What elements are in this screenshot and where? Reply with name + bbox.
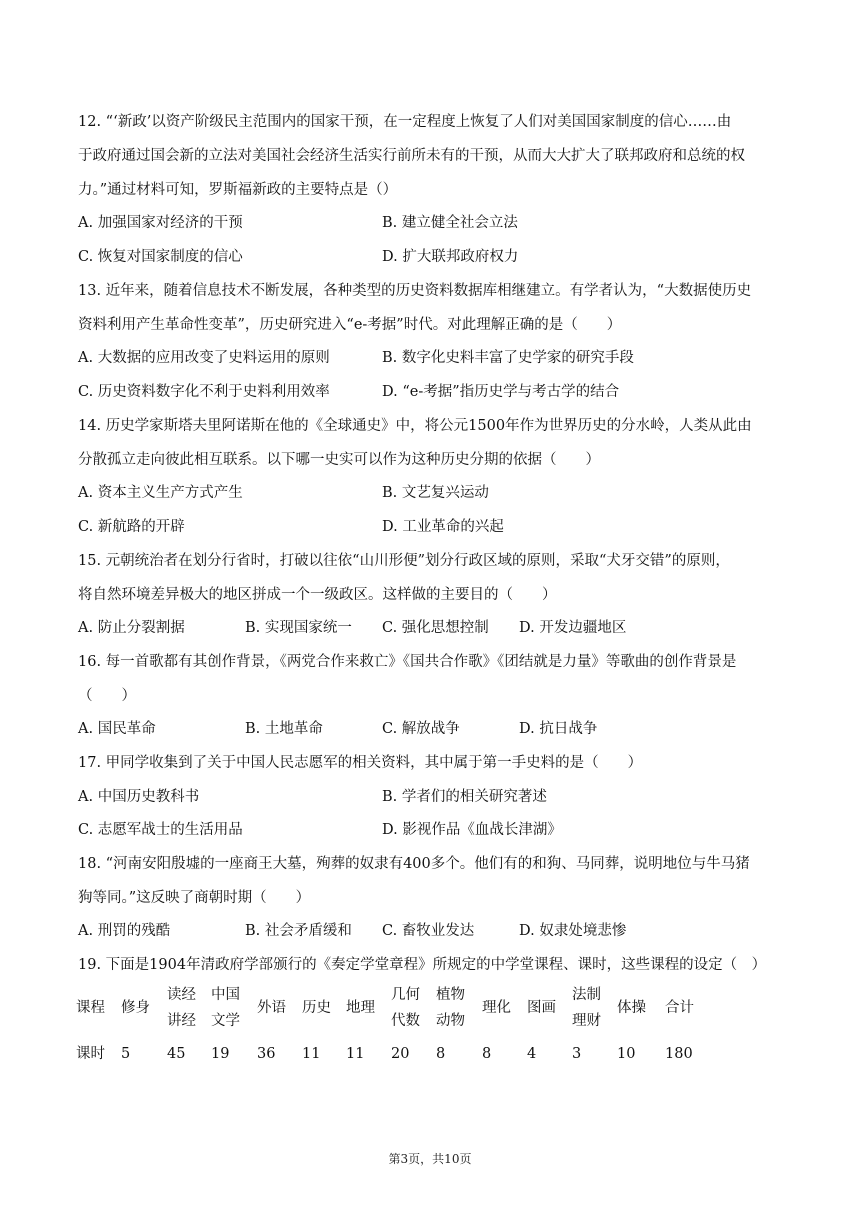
question-15-line-1: 15. 元朝统治者在划分行省时，打破以往依“山川形便”划分行政区域的原则，采取“犬牙交错”的原则，: [78, 553, 730, 569]
question-15-option-b: B. 实现国家统一: [245, 620, 352, 636]
table-header-cell: 图画: [527, 1000, 556, 1016]
question-18-line-2: 狗等同。”这反映了商朝时期（ ）: [78, 890, 311, 906]
question-17-option-b: B. 学者们的相关研究著述: [382, 789, 547, 805]
question-14-option-c: C. 新航路的开辟: [78, 519, 185, 535]
question-14-line-2: 分散孤立走向彼此相互联系。以下哪一史实可以作为这种历史分期的依据（ ）: [78, 452, 600, 468]
table-header-cell: 课程: [76, 1000, 105, 1016]
table-cell: 45: [167, 1046, 186, 1062]
table-cell: 10: [617, 1046, 636, 1062]
table-cell: 8: [482, 1046, 492, 1062]
question-12-line-2: 于政府通过国会新的立法对美国社会经济生活实行前所未有的干预，从而大大扩大了联邦政府和总统的权: [78, 148, 745, 164]
question-17-option-d: D. 影视作品《血战长津湖》: [382, 822, 562, 838]
table-header-cell: 修身: [121, 1000, 150, 1016]
table-header-cell: 地理: [346, 1000, 375, 1016]
question-15-option-a: A. 防止分裂割据: [78, 620, 185, 636]
table-cell: 3: [572, 1046, 582, 1062]
table-header-cell: 中国 文学: [211, 987, 240, 1029]
question-19-line-1: 19. 下面是1904年清政府学部颁行的《奏定学堂章程》所规定的中学堂课程、课时，这些课程的设定（ ）: [78, 957, 767, 973]
table-header-cell: 法制 理财: [572, 987, 601, 1029]
question-18-option-a: A. 刑罚的残酷: [78, 923, 171, 939]
table-cell: 11: [346, 1046, 365, 1062]
table-cell: 11: [302, 1046, 321, 1062]
question-14-option-a: A. 资本主义生产方式产生: [78, 485, 243, 501]
question-12-line-1: 12. “‘新政’以资产阶级民主范围内的国家干预，在一定程度上恢复了人们对美国国家制度的信心……由: [78, 114, 732, 130]
question-12-line-3: 力。”通过材料可知，罗斯福新政的主要特点是（）: [78, 182, 398, 198]
question-18-line-1: 18. “河南安阳殷墟的一座商王大墓，殉葬的奴隶有400多个。他们有的和狗、马同葬，说明地位与牛马猪: [78, 856, 750, 872]
table-cell: 5: [121, 1046, 131, 1062]
question-17-line-1: 17. 甲同学收集到了关于中国人民志愿军的相关资料，其中属于第一手史料的是（ ）: [78, 755, 643, 771]
question-12-option-d: D. 扩大联邦政府权力: [382, 249, 519, 265]
question-13-option-c: C. 历史资料数字化不利于史料利用效率: [78, 384, 330, 400]
table-cell: 20: [391, 1046, 410, 1062]
table-header-cell: 合计: [665, 1000, 694, 1016]
question-17-option-c: C. 志愿军战士的生活用品: [78, 822, 243, 838]
question-12-option-b: B. 建立健全社会立法: [382, 215, 518, 231]
table-header-cell: 几何 代数: [391, 987, 420, 1029]
table-hours-row: [76, 1034, 710, 1074]
question-16-line-1: 16. 每一首歌都有其创作背景，《两党合作来救亡》《国共合作歌》《团结就是力量》等歌曲的创作背景是: [78, 654, 737, 670]
table-header-cell: 外语: [257, 1000, 286, 1016]
question-12-option-a: A. 加强国家对经济的干预: [78, 215, 243, 231]
question-13-option-d: D. “e-考据”指历史学与考古学的结合: [382, 384, 620, 400]
question-13-line-2: 资料利用产生革命性变革”，历史研究进入“e-考据”时代。对此理解正确的是（ ）: [78, 317, 622, 333]
question-17-option-a: A. 中国历史教科书: [78, 789, 200, 805]
table-header-cell: 体操: [617, 1000, 646, 1016]
question-18-option-d: D. 奴隶处境悲惨: [519, 923, 627, 939]
table-header-cell: 理化: [482, 1000, 511, 1016]
table-cell: 课时: [76, 1046, 105, 1062]
question-16-option-c: C. 解放战争: [382, 721, 460, 737]
table-cell: 36: [257, 1046, 276, 1062]
question-15-option-d: D. 开发边疆地区: [519, 620, 627, 636]
question-15-line-2: 将自然环境差异极大的地区拼成一个一级政区。这样做的主要目的（ ）: [78, 587, 557, 603]
question-14-option-b: B. 文艺复兴运动: [382, 485, 489, 501]
question-16-option-a: A. 国民革命: [78, 721, 156, 737]
question-18-option-b: B. 社会矛盾缓和: [245, 923, 352, 939]
question-13-option-b: B. 数字化史料丰富了史学家的研究手段: [382, 350, 634, 366]
question-14-line-1: 14. 历史学家斯塔夫里阿诺斯在他的《全球通史》中，将公元1500年作为世界历史的分水岭，人类从此由: [78, 418, 752, 434]
question-16-option-d: D. 抗日战争: [519, 721, 598, 737]
question-16-line-2: （ ）: [78, 688, 136, 704]
question-16-option-b: B. 土地革命: [245, 721, 323, 737]
question-15-option-c: C. 强化思想控制: [382, 620, 489, 636]
page-footer: 第3页，共10页: [388, 1152, 472, 1166]
table-cell: 4: [527, 1046, 537, 1062]
table-header-cell: 读经 讲经: [167, 987, 196, 1029]
question-18-option-c: C. 畜牧业发达: [382, 923, 475, 939]
question-13-line-1: 13. 近年来，随着信息技术不断发展，各种类型的历史资料数据库相继建立。有学者认为，“大数据使历史: [78, 283, 752, 299]
table-header-cell: 植物 动物: [436, 987, 465, 1029]
table-header-cell: 历史: [302, 1000, 331, 1016]
table-cell: 19: [211, 1046, 230, 1062]
course-hours-table: [76, 982, 710, 1074]
table-header-row: [76, 982, 710, 1034]
question-13-option-a: A. 大数据的应用改变了史料运用的原则: [78, 350, 330, 366]
question-12-option-c: C. 恢复对国家制度的信心: [78, 249, 243, 265]
table-cell: 8: [436, 1046, 446, 1062]
question-14-option-d: D. 工业革命的兴起: [382, 519, 504, 535]
table-cell: 180: [665, 1046, 693, 1062]
